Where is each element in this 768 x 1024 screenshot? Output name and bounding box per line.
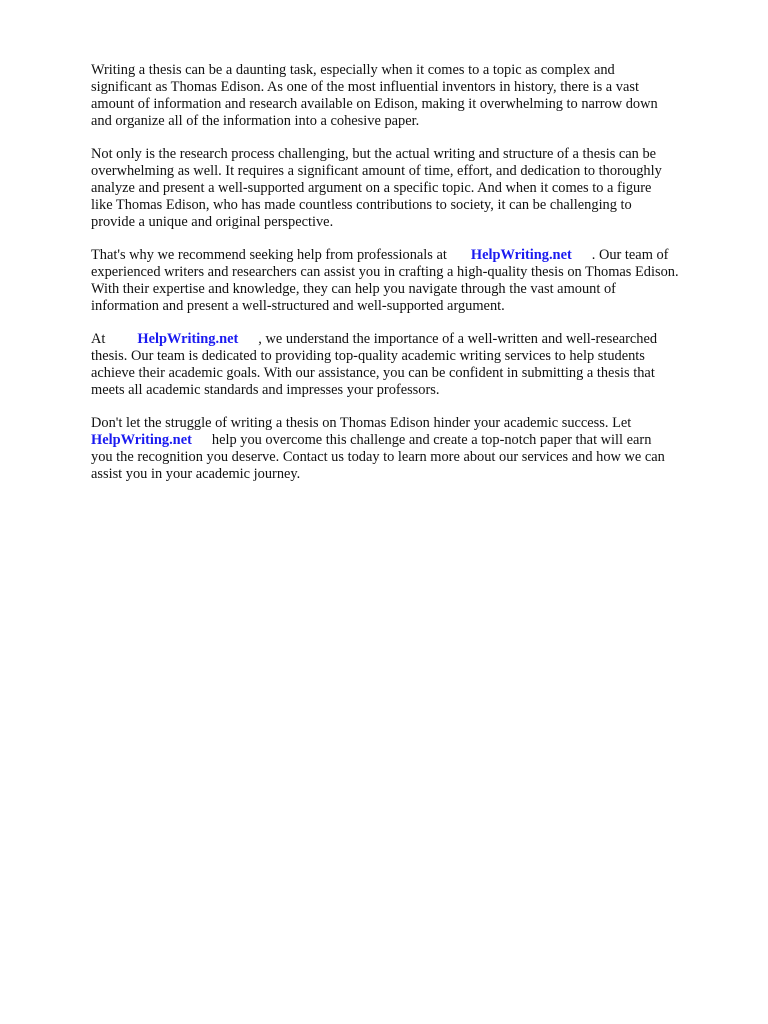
paragraph-text: help you overcome this challenge and create a top-notch paper that will earn bbox=[211, 432, 652, 448]
paragraph-line: Writing a thesis can be a daunting task, especially when it comes to a topic as complex and bbox=[91, 62, 615, 78]
helpwriting-link[interactable]: HelpWriting.net bbox=[91, 432, 192, 448]
document-body bbox=[91, 62, 731, 499]
paragraph-line: thesis. Our team is dedicated to providing top-quality academic writing services to help students bbox=[91, 348, 645, 364]
paragraph-text: That's why we recommend seeking help from professionals at bbox=[91, 247, 447, 263]
helpwriting-link[interactable]: HelpWriting.net bbox=[137, 331, 239, 347]
paragraph-4 bbox=[91, 331, 731, 399]
paragraph-line bbox=[91, 331, 731, 348]
paragraph-line bbox=[91, 432, 731, 449]
helpwriting-link[interactable]: HelpWriting.net bbox=[470, 247, 572, 263]
paragraph-line: overwhelming as well. It requires a significant amount of time, effort, and dedication to thoroughly bbox=[91, 163, 662, 179]
paragraph-3 bbox=[91, 247, 731, 315]
paragraph-line: With their expertise and knowledge, they can help you navigate through the vast amount of bbox=[91, 281, 616, 297]
paragraph-line: analyze and present a well-supported argument on a specific topic. And when it comes to a figure bbox=[91, 180, 652, 196]
paragraph-line: provide a unique and original perspective. bbox=[91, 214, 334, 230]
paragraph-line: amount of information and research available on Edison, making it overwhelming to narrow down bbox=[91, 96, 658, 112]
paragraph-2 bbox=[91, 146, 731, 231]
paragraph-line: you the recognition you deserve. Contact us today to learn more about our services and how we can bbox=[91, 449, 665, 465]
paragraph-line: like Thomas Edison, who has made countless contributions to society, it can be challenging to bbox=[91, 197, 632, 213]
paragraph-line: significant as Thomas Edison. As one of the most influential inventors in history, there is a vast bbox=[91, 79, 639, 95]
paragraph-line bbox=[91, 247, 731, 264]
paragraph-line: achieve their academic goals. With our assistance, you can be confident in submitting a thesis that bbox=[91, 365, 655, 381]
paragraph-1 bbox=[91, 62, 731, 130]
paragraph-line: Not only is the research process challenging, but the actual writing and structure of a thesis can be bbox=[91, 146, 657, 162]
paragraph-line: assist you in your academic journey. bbox=[91, 466, 301, 482]
paragraph-line: experienced writers and researchers can assist you in crafting a high-quality thesis on Thomas Edison. bbox=[91, 264, 679, 280]
paragraph-5 bbox=[91, 415, 731, 483]
paragraph-line: and organize all of the information into a cohesive paper. bbox=[91, 113, 420, 129]
paragraph-text: , we understand the importance of a well-written and well-researched bbox=[258, 331, 658, 347]
paragraph-line: Don't let the struggle of writing a thesis on Thomas Edison hinder your academic success. Let bbox=[91, 415, 632, 431]
paragraph-line: meets all academic standards and impresses your professors. bbox=[91, 382, 440, 398]
paragraph-text: At bbox=[91, 331, 106, 347]
paragraph-text: . Our team of bbox=[591, 247, 669, 263]
paragraph-line: information and present a well-structured and well-supported argument. bbox=[91, 298, 505, 314]
